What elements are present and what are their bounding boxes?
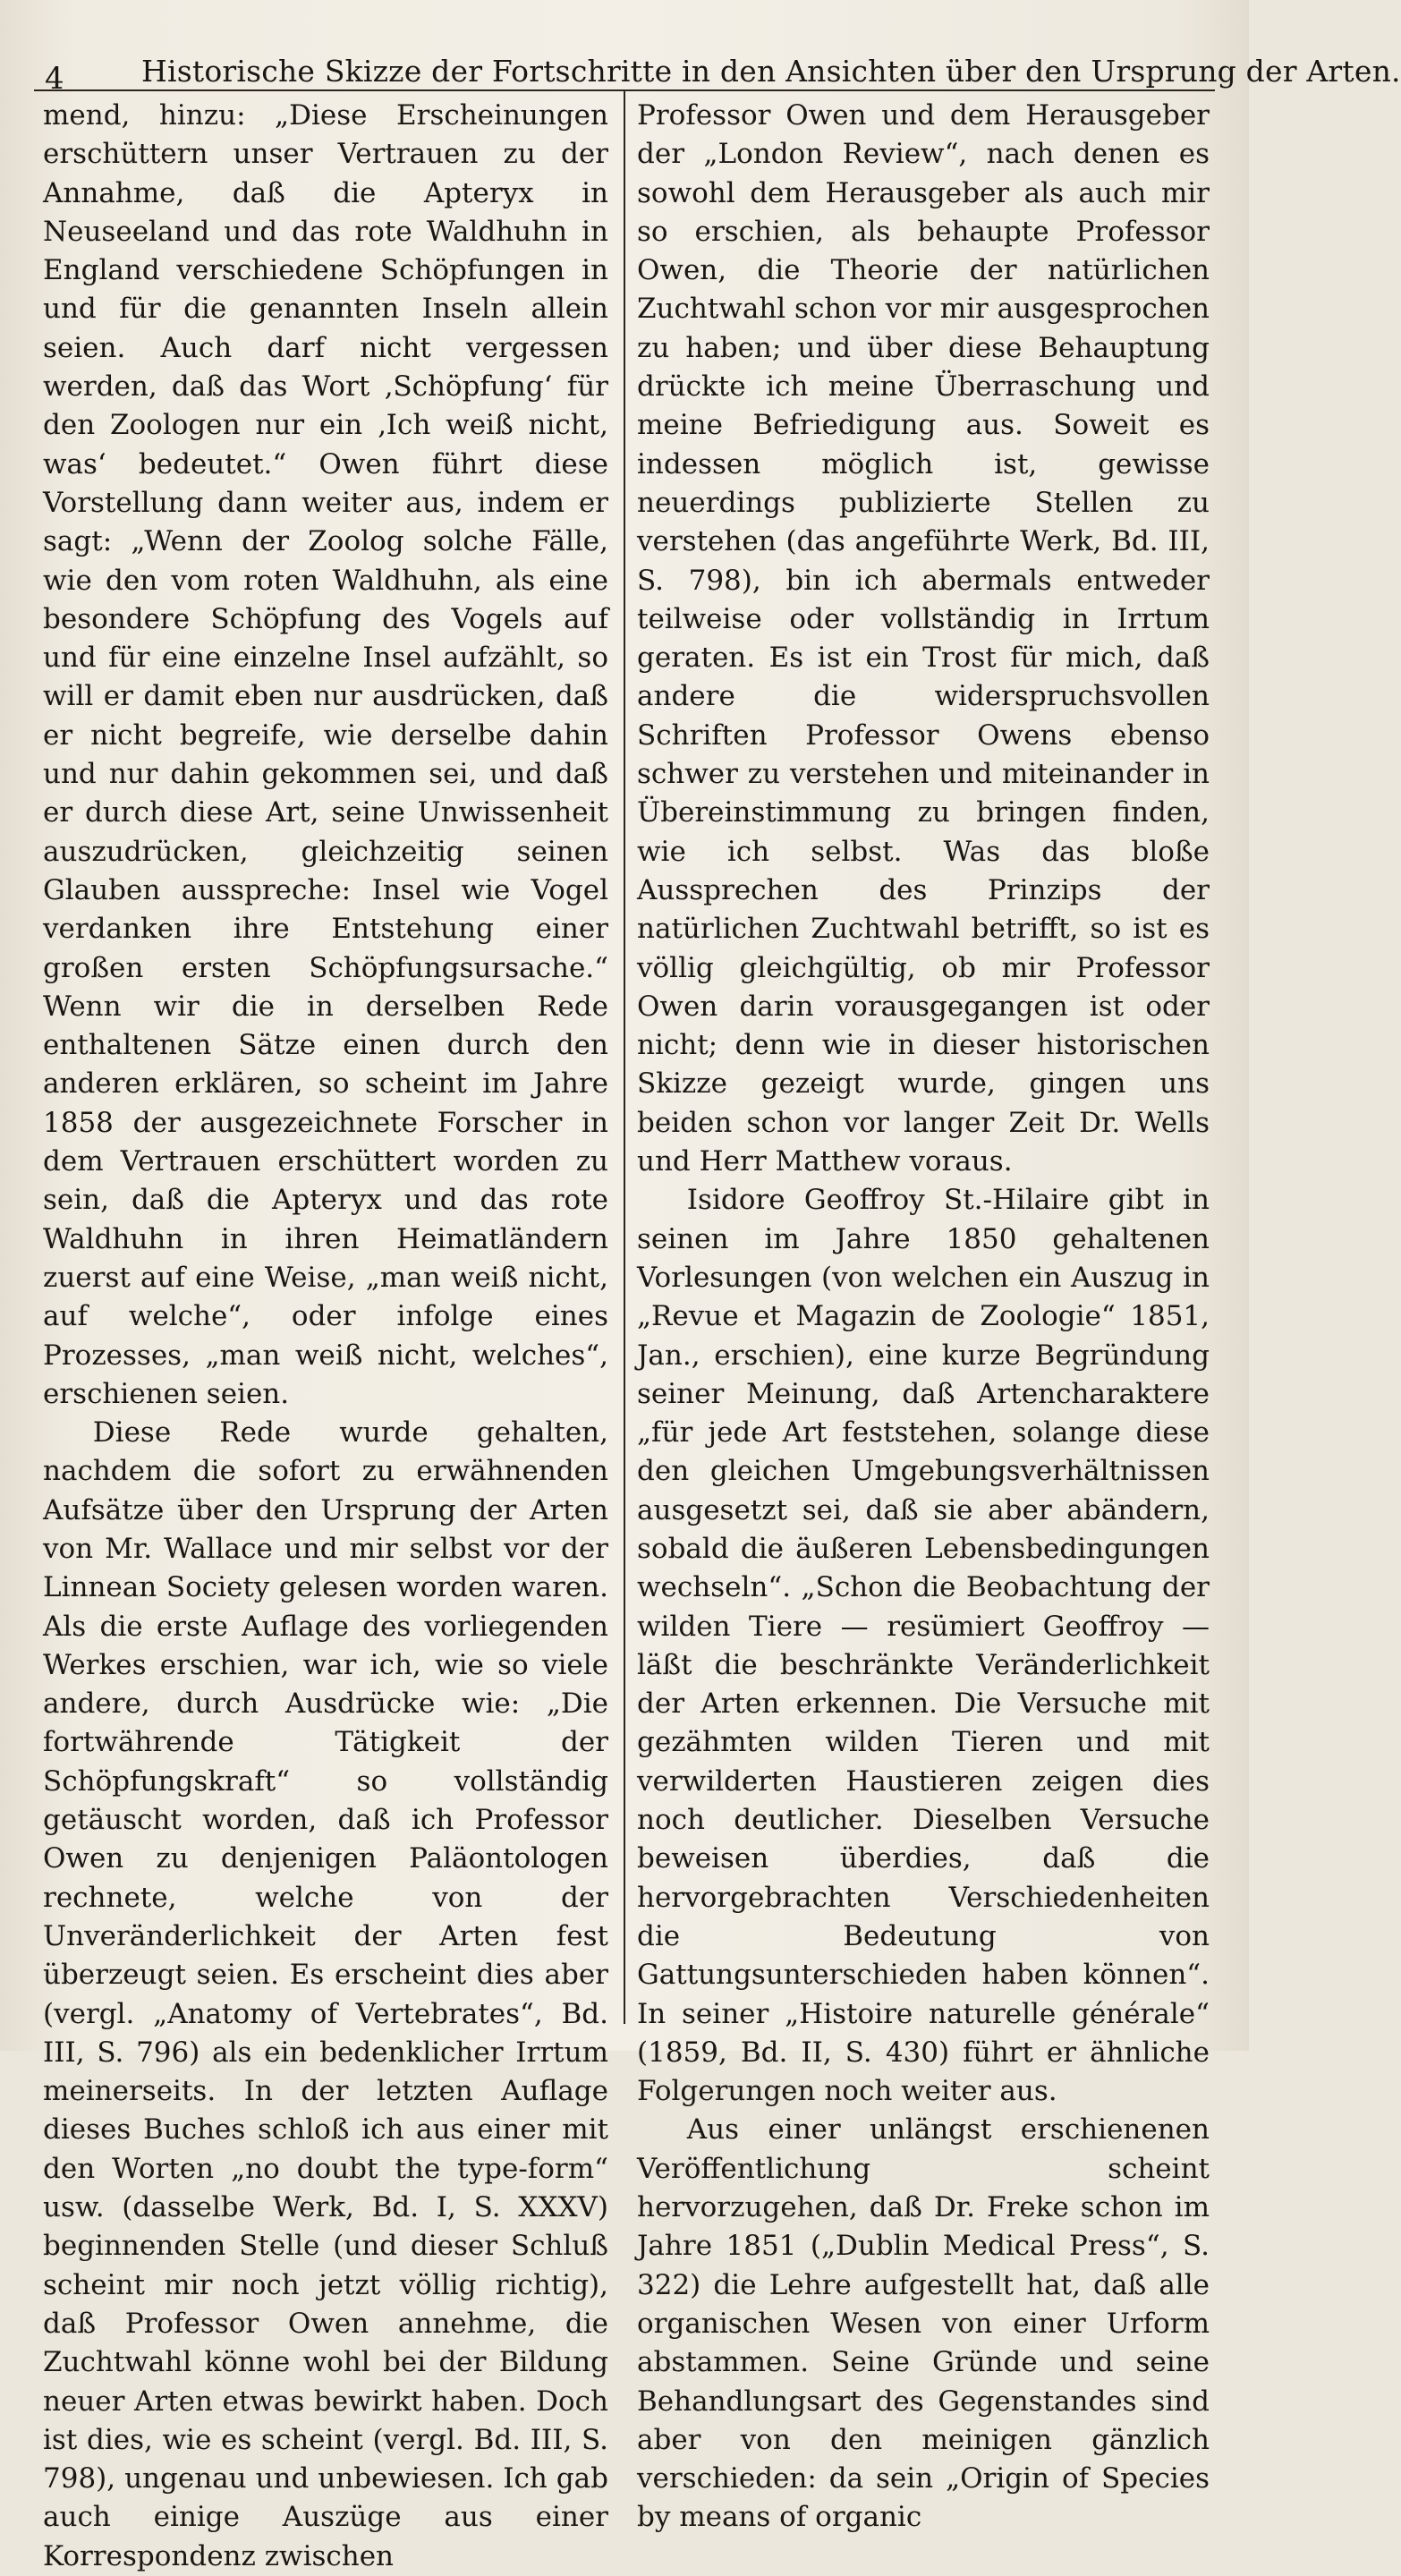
paragraph: mend, hinzu: „Diese Erscheinungen erschüttern unser Vertrauen zu der Annahme, daß die Apteryx in Neuseeland und das rote Waldhuhn in England verschiedene Schöpfungen in und für die genannten Inseln allein seien. Auch darf nicht vergessen werden, daß das Wort ‚Schöpfung‘ für den Zoologen nur ein ‚Ich weiß nicht, was‘ bedeutet.“ Owen führt diese Vorstellung dann weiter aus, indem er sagt: „Wenn der Zoolog solche Fälle, wie den vom roten Waldhuhn, als eine besondere Schöpfung des Vogels auf und für eine einzelne Insel aufzählt, so will er damit eben nur ausdrücken, daß er nicht begreife, wie derselbe dahin und nur dahin gekommen sei, und daß er durch diese Art, seine Unwissenheit auszudrücken, gleichzeitig seinen Glauben ausspreche: Insel wie Vogel verdanken ihre Entstehung einer großen ersten Schöpfungsursache.“ Wenn wir die in derselben Rede enthaltenen Sätze einen durch den anderen erklären, so scheint im Jahre 1858 der ausgezeichnete Forscher in dem Vertrauen erschüttert worden zu sein, daß die Apteryx und das rote Waldhuhn in ihren Heimatländern zuerst auf eine Weise, „man weiß nicht, auf welche“, oder infolge eines Prozesses, „man weiß nicht, welches“, erschienen seien. xyxy=(43,99,608,1410)
running-title: Historische Skizze der Fortschritte in den Ansichten über den Ursprung der Arten. xyxy=(141,54,1401,89)
page-number: 4 xyxy=(45,61,64,97)
paragraph: Isidore Geoffroy St.-Hilaire gibt in seinen im Jahre 1850 gehaltenen Vorlesungen (von welchen ein Auszug in „Revue et Magazin de Zoologie“ 1851, Jan., erschien), eine kurze Begründung seiner Meinung, daß Artencharaktere „für jede Art feststehen, solange diese den gleichen Umgebungsverhältnissen ausgesetzt sei, daß sie aber abändern, sobald die äußeren Lebensbedingungen wechseln“. „Schon die Beobachtung der wilden Tiere — resümiert Geoffroy — läßt die beschränkte Veränderlichkeit der Arten erkennen. Die Versuche mit gezähmten wilden Tieren und mit verwilderten Haustieren zeigen dies noch deutlicher. Dieselben Versuche beweisen überdies, daß die hervorgebrachten Verschiedenheiten die Bedeutung von Gattungsunterschieden haben können“. In seiner „Histoire naturelle générale“ (1859, Bd. II, S. 430) führt er ähnliche Folgerungen noch weiter aus. xyxy=(637,1184,1210,2108)
left-column xyxy=(43,97,608,2572)
column-divider xyxy=(624,91,625,2024)
right-column xyxy=(637,97,1210,2534)
paragraph: Professor Owen und dem Herausgeber der „London Review“, nach denen es sowohl dem Herausgeber als auch mir so erschien, als behaupte Professor Owen, die Theorie der natürlichen Zuchtwahl schon vor mir ausgesprochen zu haben; und über diese Behauptung drückte ich meine Überraschung und meine Befriedigung aus. Soweit es indessen möglich ist, gewisse neuerdings publizierte Stellen zu verstehen (das angeführte Werk, Bd. III, S. 798), bin ich abermals entweder teilweise oder vollständig in Irrtum geraten. Es ist ein Trost für mich, daß andere die widerspruchsvollen Schriften Professor Owens ebenso schwer zu verstehen und miteinander in Übereinstimmung zu bringen finden, wie ich selbst. Was das bloße Aussprechen des Prinzips der natürlichen Zuchtwahl betrifft, so ist es völlig gleichgültig, ob mir Professor Owen darin vorausgegangen ist oder nicht; denn wie in dieser historischen Skizze gezeigt wurde, gingen uns beiden schon vor langer Zeit Dr. Wells und Herr Matthew voraus. xyxy=(637,99,1210,1178)
paragraph: Diese Rede wurde gehalten, nachdem die sofort zu erwähnenden Aufsätze über den Ursprung der Arten von Mr. Wallace und mir selbst vor der Linnean Society gelesen worden waren. Als die erste Auflage des vorliegenden Werkes erschien, war ich, wie so viele andere, durch Ausdrücke wie: „Die fortwährende Tätigkeit der Schöpfungskraft“ so vollständig getäuscht worden, daß ich Professor Owen zu denjenigen Paläontologen rechnete, welche von der Unveränderlichkeit der Arten fest überzeugt seien. Es erscheint dies aber (vergl. „Anatomy of Vertebrates“, Bd. III, S. 796) als ein bedenklicher Irrtum meinerseits. In der letzten Auflage dieses Buches schloß ich aus einer mit den Worten „no doubt the type-form“ usw. (dasselbe Werk, Bd. I, S. XXXV) beginnenden Stelle (und dieser Schluß scheint mir noch jetzt völlig richtig), daß Professor Owen annehme, die Zuchtwahl könne wohl bei der Bildung neuer Arten etwas bewirkt haben. Doch ist dies, wie es scheint (vergl. Bd. III, S. 798), ungenau und unbewiesen. Ich gab auch einige Auszüge aus einer Korrespondenz zwischen xyxy=(43,1416,608,2572)
paragraph: Aus einer unlängst erschienenen Veröffentlichung scheint hervorzugehen, daß Dr. Freke schon im Jahre 1851 („Dublin Medical Press“, S. 322) die Lehre aufgestellt hat, daß alle organischen Wesen von einer Urform abstammen. Seine Gründe und seine Behandlungsart des Gegenstandes sind aber von den meinigen gänzlich verschieden: da sein „Origin of Species by means of organic xyxy=(637,2113,1210,2534)
page-header xyxy=(34,27,1401,97)
